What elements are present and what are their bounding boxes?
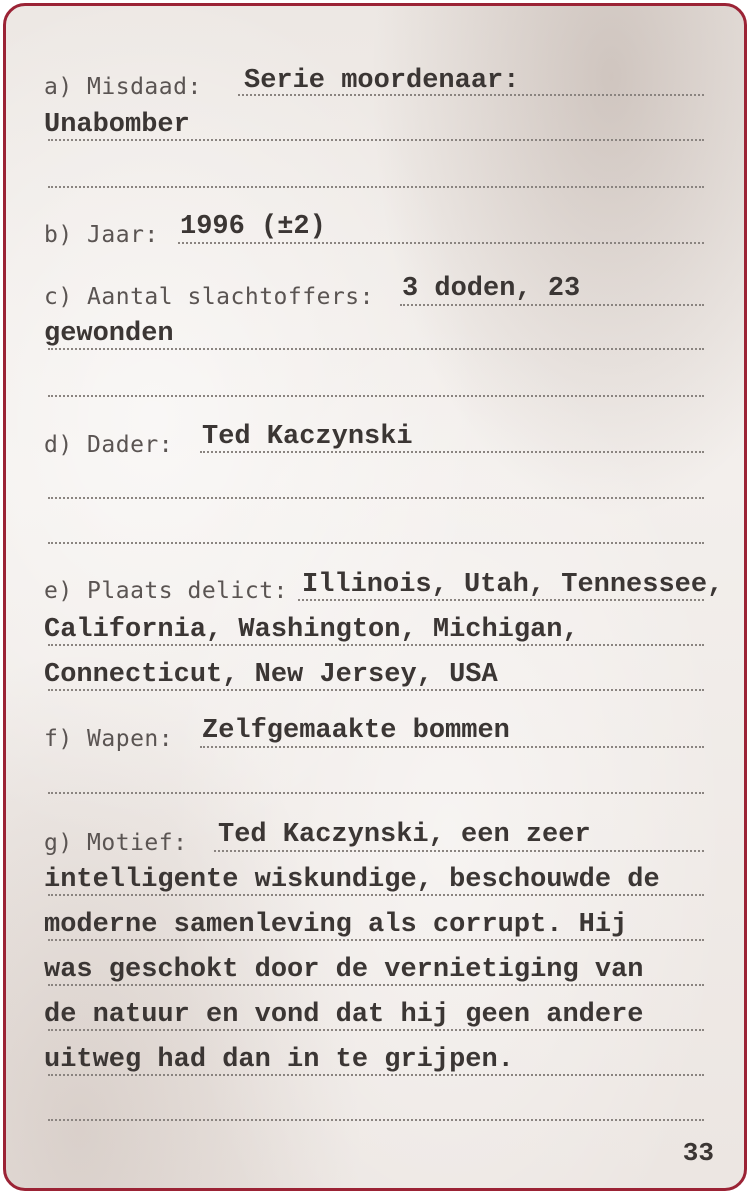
slachtoffers-rule-1 xyxy=(400,304,704,306)
motief-rule-1 xyxy=(214,850,704,852)
dader-label: d) Dader: xyxy=(44,432,174,458)
motief-value-line-6: uitweg had dan in te grijpen. xyxy=(44,1045,514,1075)
motief-value-line-4: was geschokt door de vernietiging van xyxy=(44,955,644,985)
case-card xyxy=(3,3,747,1191)
misdaad-rule-2 xyxy=(48,139,704,141)
motief-value-line-5: de natuur en vond dat hij geen andere xyxy=(44,1000,644,1030)
dader-value: Ted Kaczynski xyxy=(202,422,413,452)
dader-rule-3 xyxy=(48,542,704,544)
page-number: 33 xyxy=(682,1138,714,1168)
dader-rule-1 xyxy=(200,451,704,453)
jaar-rule xyxy=(178,242,704,244)
jaar-value: 1996 (±2) xyxy=(180,212,326,242)
plaats-value-line-2: California, Washington, Michigan, xyxy=(44,615,579,645)
plaats-value-line-3: Connecticut, New Jersey, USA xyxy=(44,660,498,690)
slachtoffers-value-line-2: gewonden xyxy=(44,319,174,349)
wapen-label: f) Wapen: xyxy=(44,726,174,752)
slachtoffers-rule-3 xyxy=(48,395,704,397)
slachtoffers-rule-2 xyxy=(48,348,704,350)
motief-rule-6 xyxy=(48,1074,704,1076)
motief-rule-7 xyxy=(48,1119,704,1121)
motief-rule-5 xyxy=(48,1029,704,1031)
wapen-rule-2 xyxy=(48,792,704,794)
plaats-rule-2 xyxy=(48,644,704,646)
wapen-rule-1 xyxy=(200,746,704,748)
slachtoffers-label: c) Aantal slachtoffers: xyxy=(44,284,374,310)
misdaad-value-line-1: Serie moordenaar: xyxy=(244,66,520,96)
slachtoffers-value-line-1: 3 doden, 23 xyxy=(402,274,581,304)
jaar-label: b) Jaar: xyxy=(44,222,159,248)
plaats-rule-3 xyxy=(48,689,704,691)
wapen-value: Zelfgemaakte bommen xyxy=(202,716,510,746)
misdaad-label: a) Misdaad: xyxy=(44,74,202,100)
misdaad-rule-1 xyxy=(238,94,704,96)
plaats-label: e) Plaats delict: xyxy=(44,578,288,604)
motief-rule-2 xyxy=(48,894,704,896)
motief-rule-3 xyxy=(48,939,704,941)
dader-rule-2 xyxy=(48,497,704,499)
plaats-value-line-1: Illinois, Utah, Tennessee, xyxy=(302,570,724,600)
motief-value-line-1: Ted Kaczynski, een zeer xyxy=(218,820,591,850)
misdaad-rule-3 xyxy=(48,186,704,188)
motief-rule-4 xyxy=(48,984,704,986)
plaats-rule-1 xyxy=(298,599,704,601)
motief-value-line-2: intelligente wiskundige, beschouwde de xyxy=(44,865,660,895)
misdaad-value-line-2: Unabomber xyxy=(44,110,190,140)
motief-value-line-3: moderne samenleving als corrupt. Hij xyxy=(44,910,628,940)
motief-label: g) Motief: xyxy=(44,830,188,856)
